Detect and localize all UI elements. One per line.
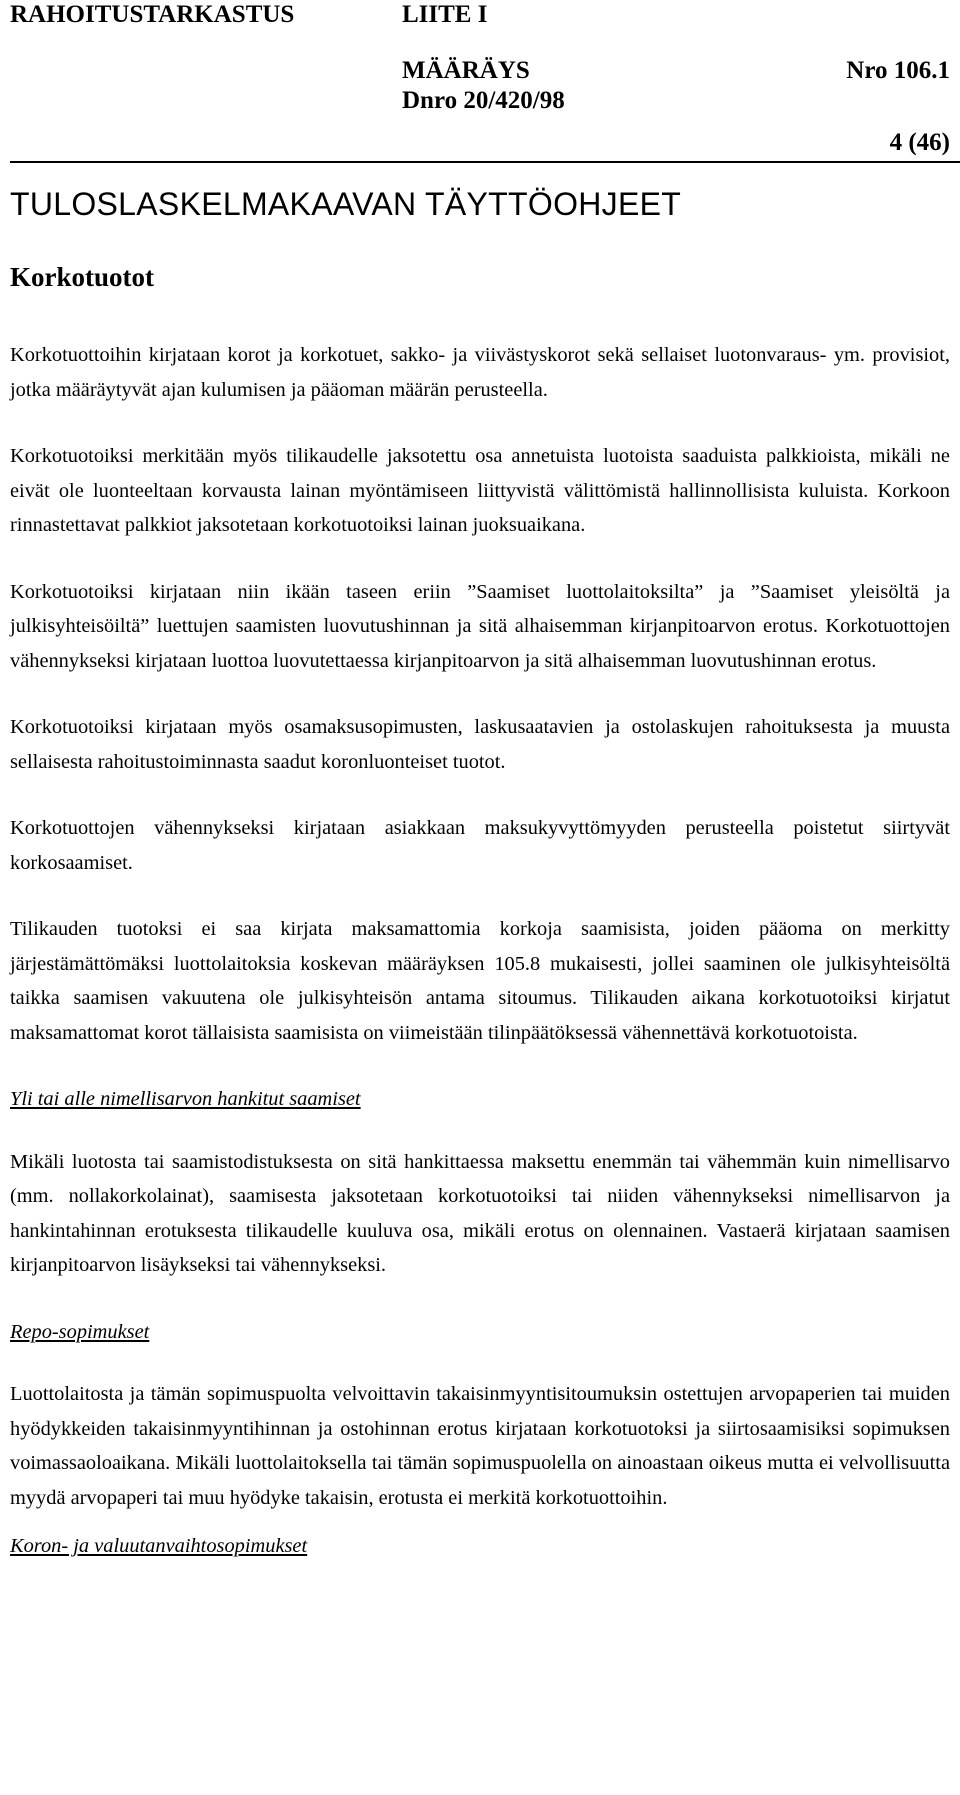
paragraph: Korkotuotoiksi merkitään myös tilikaudelle jaksotettu osa annetuista luotoista saaduista palkkioista, mikäli ne eivät ole luonteeltaan korvausta lainan myöntämiseen liittyvistä välittömistä hallinnollisista kuluista. Korkoon rinnastettavat palkkiot jaksotetaan korkotuotoiksi lainan juoksuaikana. — [10, 445, 950, 536]
header-appendix: LIITE I — [402, 1, 488, 28]
paragraph: Korkotuottojen vähennykseksi kirjataan asiakkaan maksukyvyttömyyden perusteella poistetut siirtyvät korkosaamiset. — [10, 817, 950, 874]
header-dnro: Dnro 20/420/98 — [402, 87, 565, 114]
header-org: RAHOITUSTARKASTUS — [10, 1, 295, 28]
header-number: Nro 106.1 — [846, 57, 950, 84]
paragraph: Tilikauden tuotoksi ei saa kirjata maksamattomia korkoja saamisista, joiden pääoma on merkitty järjestämättömäksi luottolaitoksia koskevan määräyksen 105.8 mukaisesti, jollei saaminen ole julkisyhteisöltä taikka saamisen vakuutena ole julkisyhteisön antama sitoumus. Tilikauden aikana korkotuotoiksi kirjatut maksamattomat korot tällaisista saamisista on viimeistään tilinpäätöksessä vähennettävä korkotuotoista. — [10, 918, 950, 1044]
section-heading: Korkotuotot — [10, 262, 154, 292]
header-page-number: 4 (46) — [889, 129, 950, 156]
subsection-heading: Repo-sopimukset — [10, 1320, 150, 1343]
paragraph: Luottolaitosta ja tämän sopimuspuolta velvoittavin takaisinmyyntisitoumuksin ostettujen arvopaperien tai muiden hyödykkeiden takaisinmyyntihinnan ja ostohinnan erotus kirjataan korkotuotoksi ja siirtosaamisiksi sopimuksen voimassaoloaikana. Mikäli luottolaitoksella tai tämän sopimuspuolella on ainoastaan oikeus mutta ei velvollisuutta myydä arvopaperi tai muu hyödyke takaisin, erotusta ei merkitä korkotuottoihin. — [10, 1383, 950, 1509]
paragraph: Mikäli luotosta tai saamistodistuksesta on sitä hankittaessa maksettu enemmän tai vähemmän kuin nimellisarvo (mm. nollakorkolainat), saamisesta jaksotetaan korkotuotoiksi tai niiden vähennykseksi nimellisarvon ja hankintahinnan erotuksesta tilikaudelle kuuluva osa, mikäli erotus on olennainen. Vastaerä kirjataan saamisen kirjanpitoarvon lisäykseksi tai vähennykseksi. — [10, 1150, 950, 1276]
document-title: TULOSLASKELMAKAAVAN TÄYTTÖOHJEET — [10, 186, 682, 222]
paragraph: Korkotuotoiksi kirjataan myös osamaksusopimusten, laskusaatavien ja ostolaskujen rahoituksesta ja muusta sellaisesta rahoitustoiminnasta saadut koronluonteiset tuotot. — [10, 716, 950, 773]
subsection-heading: Koron- ja valuutanvaihtosopimukset — [10, 1535, 308, 1557]
subsection-heading: Yli tai alle nimellisarvon hankitut saamiset — [10, 1088, 361, 1110]
document-body — [10, 338, 950, 1564]
header-divider — [10, 161, 960, 163]
header-doc-type: MÄÄRÄYS — [402, 57, 530, 84]
paragraph: Korkotuottoihin kirjataan korot ja korkotuet, sakko- ja viivästyskorot sekä sellaiset luotonvaraus- ym. provisiot, jotka määräytyvät ajan kulumisen ja pääoman määrän perusteella. — [10, 344, 950, 401]
paragraph: Korkotuotoiksi kirjataan niin ikään taseen eriin ”Saamiset luottolaitoksilta” ja ”Saamiset yleisöltä ja julkisyhteisöiltä” luettujen saamisten luovutushinnan ja sitä alhaisemman kirjanpitoarvon erotus. Korkotuottojen vähennykseksi kirjataan luottoa luovutettaessa kirjanpitoarvon ja sitä alhaisemman luovutushinnan erotus. — [10, 580, 950, 672]
